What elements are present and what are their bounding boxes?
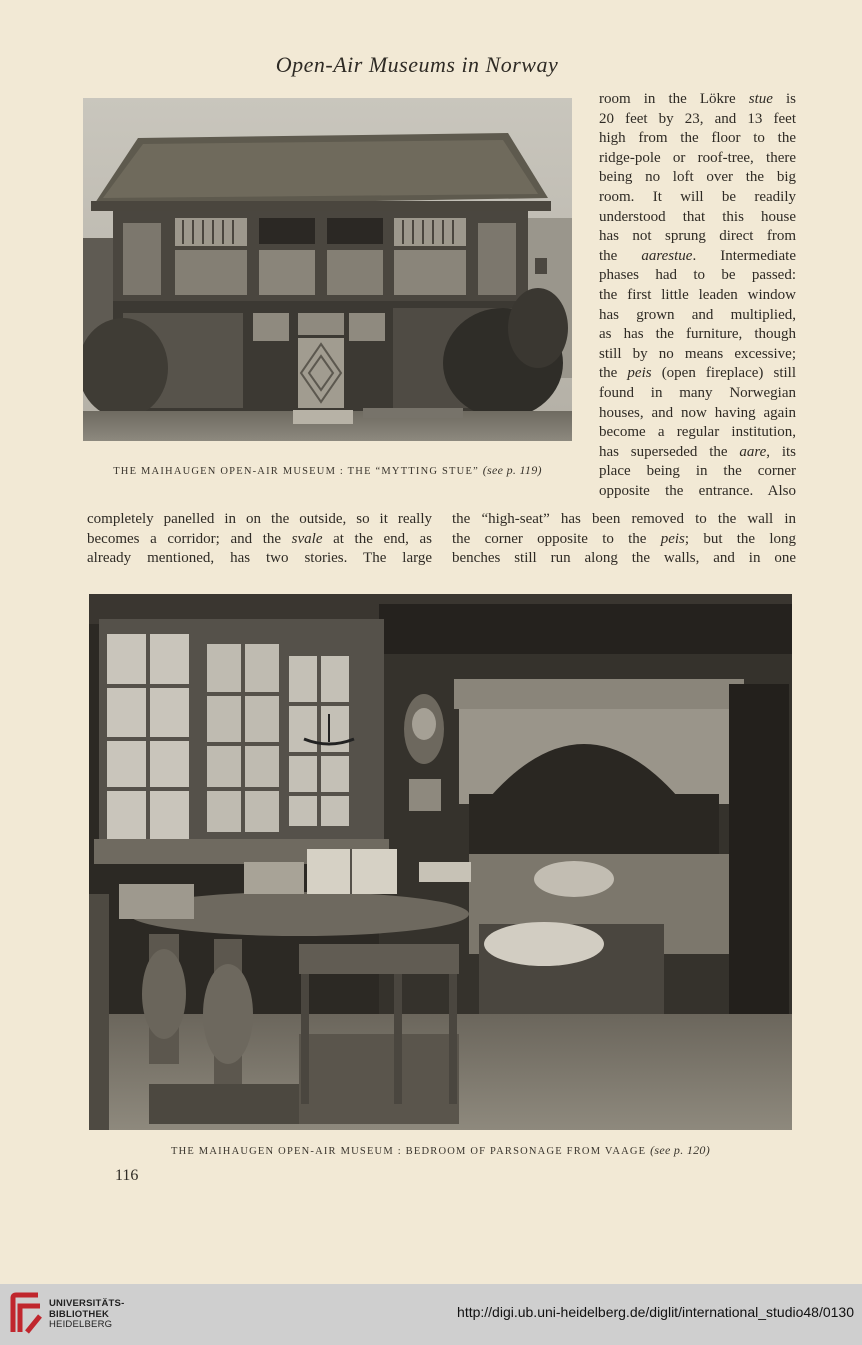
right-column-line: place being in the corner [599,463,796,480]
right-column-line: being no loft over the big [599,169,796,186]
body-right-line: benches still run along the walls, and in one [452,550,796,567]
figure2-caption-ref: (see p. 120) [650,1143,711,1157]
right-column-line: the peis (open fireplace) still [599,365,796,382]
library-name [49,1299,124,1331]
body-left-line: becomes a corridor; and the svale at the end, as [87,530,432,547]
right-column-line: 20 feet by 23, and 13 feet [599,110,796,127]
figure2-caption-main: THE MAIHAUGEN OPEN-AIR MUSEUM : BEDROOM OF PARSONAGE FROM VAAGE [170,1146,647,1157]
right-column-line: room. It will be readily [599,188,796,205]
library-name-line1: UNIVERSITÄTS- [49,1298,125,1309]
right-column-line: has not sprung direct from [599,228,796,245]
right-column-line: the aarestue. Intermediate [599,247,797,264]
digital-library-footer [0,1284,862,1345]
figure1-caption-ref: (see p. 119) [482,463,542,477]
library-logo-icon [10,1292,44,1336]
right-column-line: understood that this house [599,208,796,225]
body-text-left [87,510,432,569]
photo-mytting-stue [83,98,572,441]
figure1-caption-main: THE MAIHAUGEN OPEN-AIR MUSEUM : THE “MYTTING STUE” [113,466,479,477]
right-column-line: found in many Norwegian [599,384,796,401]
body-right-line: the “high-seat” has been removed to the wall in [452,511,796,527]
right-column-line: as has the furniture, though [599,326,796,343]
right-column-text [599,90,796,501]
source-url-link[interactable]: http://digi.ub.uni-heidelberg.de/diglit/international_studio48/0130 [457,1304,854,1320]
right-column-line: phases had to be passed: [599,267,796,284]
body-text-right [452,510,796,569]
page-number: 116 [115,1167,139,1184]
right-column-line: become a regular institution, [599,424,796,441]
right-column-line: opposite the entrance. Also [599,482,796,499]
library-name-line3: HEIDELBERG [49,1319,113,1330]
right-column-line: ridge-pole or roof-tree, there [599,149,796,166]
running-head: Open-Air Museums in Norway [275,52,559,77]
right-column-line: still by no means excessive; [599,345,796,362]
library-name-line2: BIBLIOTHEK [49,1308,110,1320]
body-right-line: the corner opposite to the peis; but the long [452,530,796,547]
figure1-caption [83,463,572,478]
right-column-line: has grown and multiplied, [599,306,796,323]
body-left-line: already mentioned, has two stories. The large [87,550,432,567]
photo-parsonage-bedroom [89,594,792,1130]
right-column-line: has superseded the aare, its [599,443,796,460]
right-column-line: houses, and now having again [599,404,796,421]
right-column-line: the first little leaden window [599,286,796,303]
right-column-line: high from the floor to the [599,130,796,147]
body-left-line: completely panelled in on the outside, so it really [87,511,432,527]
figure2-caption [89,1143,792,1158]
right-column-line: room in the Lökre stue is [599,91,796,107]
